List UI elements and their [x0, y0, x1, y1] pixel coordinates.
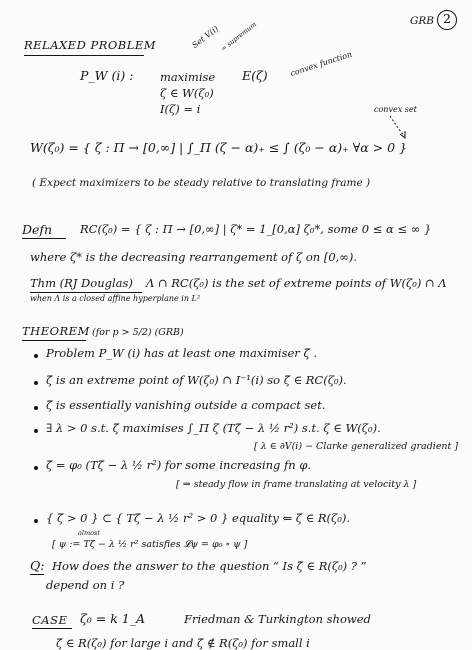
- problem-maximise: maximise: [160, 70, 216, 84]
- douglas-thm-label: Thm (RJ Douglas): [30, 276, 133, 290]
- heading-underline: [24, 55, 144, 56]
- question-text-continued: depend on i ?: [46, 578, 125, 592]
- rearrangement-note: where ζ* is the decreasing rearrangement of ζ on [0,∞).: [30, 250, 358, 264]
- douglas-thm-underline: [30, 292, 142, 293]
- bullet-dot: [34, 519, 38, 523]
- case-label: CASE: [32, 613, 68, 627]
- rc-definition: RC(ζ₀) = { ζ : Π → [0,∞] | ζ* = 1_[0,α] ζ₀*, some 0 ≤ α ≤ ∞ }: [80, 222, 432, 236]
- question-label: Q:: [30, 558, 45, 573]
- theorem-item-existence: Problem P_W (i) has at least one maximiser ζ̄ .: [46, 346, 318, 360]
- theorem-underline: [22, 340, 86, 341]
- question-underline: [30, 574, 44, 575]
- theorem-item-compact-support: ζ̄ is essentially vanishing outside a compact set.: [46, 398, 326, 412]
- relaxed-problem-heading: RELAXED PROBLEM: [24, 38, 157, 52]
- page-number: 2: [443, 11, 451, 26]
- convex-set-note: convex set: [374, 105, 417, 114]
- douglas-thm-condition: when Λ is a closed affine hyperplane in L²: [30, 294, 201, 303]
- theorem-item-extreme-point: ζ̄ is an extreme point of W(ζ₀) ∩ I⁻¹(i) so ζ̄ ∈ RC(ζ₀).: [46, 373, 347, 387]
- supremum-note: = supremum: [219, 20, 258, 53]
- w-definition: W(ζ₀) = { ζ : Π → [0,∞] | ∫_Π (ζ − α)₊ ≤ ∫ (ζ₀ − α)₊ ∀α > 0 }: [30, 140, 408, 155]
- theorem-item-lagrange: ∃ λ > 0 s.t. ζ̄ maximises ∫_Π ζ (Tζ̄ − λ ½ r²) s.t. ζ ∈ W(ζ₀).: [46, 421, 381, 435]
- bullet-dot: [34, 381, 38, 385]
- theorem-heading: THEOREM: [22, 324, 90, 338]
- problem-constraint-i: I(ζ) = i: [160, 102, 201, 116]
- theorem-item-support: { ζ̄ > 0 } ⊂ { Tζ̄ − λ ½ r² > 0 } equality ⇐ ζ̄ ∈ R(ζ₀).: [46, 511, 350, 525]
- case-underline: [32, 628, 72, 629]
- objective-energy: E(ζ): [242, 68, 268, 83]
- question-text: How does the answer to the question “ Is ζ̄ ∈ R(ζ₀) ? ”: [52, 559, 367, 573]
- theorem-item-profile: ζ̄ = φ₀ (Tζ̄ − λ ½ r²) for some increasing fn φ.: [46, 458, 312, 472]
- bullet-dot: [34, 466, 38, 470]
- problem-constraint-w: ζ ∈ W(ζ₀): [160, 86, 214, 100]
- bullet-dot: [34, 406, 38, 410]
- case-equation: ζ₀ = k 1_A: [80, 611, 145, 626]
- defn-underline: [22, 238, 66, 239]
- clarke-gradient-note: [ λ ∈ ∂V(i) − Clarke generalized gradient ]: [254, 441, 459, 452]
- expect-note: ( Expect maximizers to be steady relative to translating frame ): [32, 177, 371, 189]
- convex-function-note: convex function: [289, 49, 354, 78]
- convex-set-arrow: [388, 114, 410, 140]
- author-initials: GRB: [410, 15, 435, 27]
- set-v-note: Set V(i): [190, 24, 221, 50]
- theorem-condition: (for p > 5/2) (GRB): [92, 327, 184, 338]
- defn-label: Defn: [22, 222, 53, 237]
- case-result: ζ̄ ∈ R(ζ₀) for large i and ζ̄ ∉ R(ζ₀) for small i: [56, 636, 310, 650]
- bullet-dot: [34, 354, 38, 358]
- problem-label: P_W (i) :: [80, 68, 134, 83]
- bullet-dot: [34, 429, 38, 433]
- case-citation: Friedman & Turkington showed: [184, 612, 371, 626]
- steady-flow-note: [ ⇒ steady flow in frame translating at velocity λ ]: [176, 479, 417, 490]
- douglas-thm-text: Λ ∩ RC(ζ₀) is the set of extreme points of W(ζ₀) ∩ Λ: [146, 276, 447, 290]
- almost-note: almost: [78, 529, 100, 537]
- psi-equation-note: [ ψ := Tζ̄ − λ ½ r² satisfies 𝓛ψ = φ₀ ∘ ψ ]: [52, 539, 248, 550]
